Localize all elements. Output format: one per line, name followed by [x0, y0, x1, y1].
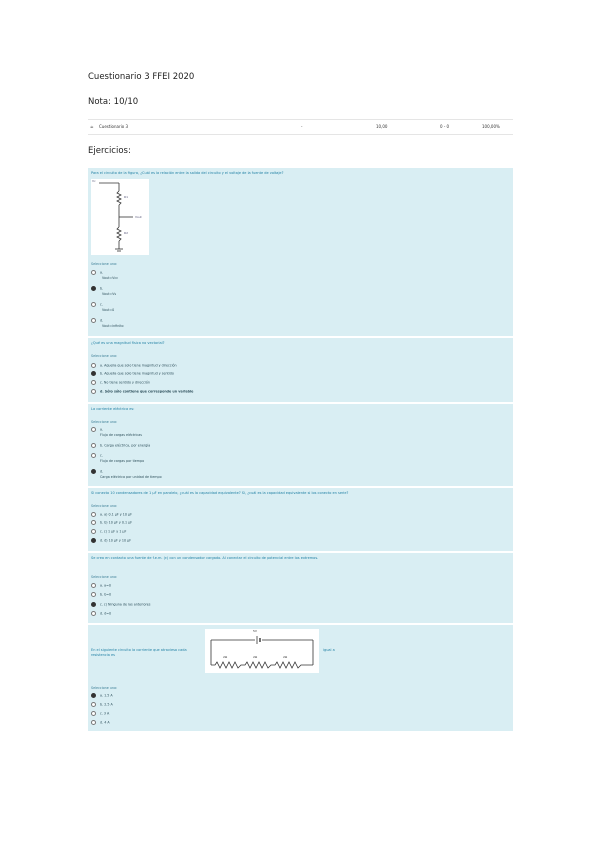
select-prompt: Seleccione una:: [91, 575, 118, 579]
circuit-diagram: [205, 629, 319, 673]
option-a[interactable]: a. Aquella que solo tiene magnitud y dirección: [91, 363, 177, 368]
circuit-figure: [91, 179, 149, 255]
question-text: Para el circuito de la figura, ¿Cuál es la relación entre la salida del circuito y el voltaje de la fuente de voltaje?: [91, 171, 284, 175]
option-b[interactable]: b. Carga eléctrica, por energía: [91, 443, 150, 448]
radio-icon[interactable]: [91, 443, 96, 448]
select-prompt: Seleccione una:: [91, 504, 118, 508]
summary-col3: 10,00: [376, 124, 388, 129]
question-4: [88, 488, 513, 551]
radio-icon[interactable]: [91, 702, 96, 707]
resistor-2-label: 2Ω: [253, 655, 258, 659]
resistor-3-label: 2Ω: [283, 655, 288, 659]
option-d[interactable]: d. 4 A: [91, 720, 110, 725]
select-prompt: Seleccione una:: [91, 686, 118, 690]
option-d[interactable]: d. d=0: [91, 611, 111, 616]
radio-selected-icon[interactable]: [91, 693, 96, 698]
question-text: En el siguiente circuito la corriente que atraviesa cada resistencia es: [91, 648, 187, 657]
radio-icon[interactable]: [91, 389, 96, 394]
summary-col2: -: [301, 124, 303, 129]
radio-selected-icon[interactable]: [91, 469, 96, 474]
option-d[interactable]: d. d) 10 µF y 10 µF: [91, 538, 131, 543]
summary-col5: 100,00%: [482, 124, 500, 129]
select-prompt: Seleccione una:: [91, 420, 118, 424]
radio-icon[interactable]: [91, 611, 96, 616]
radio-selected-icon[interactable]: [91, 286, 96, 291]
radio-selected-icon[interactable]: [91, 538, 96, 543]
option-a[interactable]: a. 1.5 A: [91, 693, 113, 698]
radio-icon[interactable]: [91, 592, 96, 597]
radio-icon[interactable]: [91, 512, 96, 517]
option-b-value: Vout=Vs: [102, 292, 117, 296]
battery-label: 5V: [253, 629, 257, 633]
summary-col4: 0 - 0: [440, 124, 450, 129]
radio-icon[interactable]: [91, 529, 96, 534]
option-a[interactable]: a.: [91, 270, 103, 275]
quiz-title: Cuestionario 3 FFEI 2020: [88, 72, 195, 82]
question-text: La corriente eléctrica es:: [91, 407, 135, 411]
option-c[interactable]: c. c) 1 µF y 1 µF: [91, 529, 126, 534]
quiz-icon: ☕: [90, 124, 94, 129]
option-a[interactable]: a. a) 0.1 µF y 10 µF: [91, 512, 132, 517]
vc-label: Vc: [92, 179, 96, 183]
resistor-1-label: 2Ω: [223, 655, 228, 659]
radio-icon[interactable]: [91, 720, 96, 725]
summary-name[interactable]: Cuestionario 3: [99, 124, 129, 129]
radio-icon[interactable]: [91, 270, 96, 275]
radio-icon[interactable]: [91, 380, 96, 385]
radio-icon[interactable]: [91, 363, 96, 368]
option-d[interactable]: d.: [91, 469, 103, 474]
question-text: ¿Qué es una magnitud física no vectorial?: [91, 341, 165, 345]
option-c[interactable]: c. c) Ninguna de las anteriores: [91, 602, 151, 607]
grade-label: Nota: 10/10: [88, 97, 139, 107]
option-d-value: Carga eléctrica por unidad de tiempo: [100, 475, 162, 479]
question-3: [88, 404, 513, 486]
option-d[interactable]: d. Sólo sólo contiene que corresponde un variable: [91, 389, 193, 394]
option-a[interactable]: a.: [91, 427, 103, 432]
question-suffix: igual a: [323, 648, 335, 652]
option-d-value: Vout=infinito: [102, 324, 124, 328]
option-b[interactable]: b. 2.5 A: [91, 702, 113, 707]
option-a-value: Vout=Vcc: [102, 276, 119, 280]
select-prompt: Seleccione una:: [91, 262, 118, 266]
section-title: Ejercicios:: [88, 146, 131, 156]
option-b[interactable]: b. Aquella que solo tiene magnitud y sentido: [91, 371, 174, 376]
summary-row: [88, 119, 513, 135]
option-b[interactable]: b. b) 10 µF y 0.1 µF: [91, 520, 132, 525]
radio-icon[interactable]: [91, 318, 96, 323]
question-2: [88, 338, 513, 402]
question-1: [88, 168, 513, 336]
radio-icon[interactable]: [91, 520, 96, 525]
option-a-value: Flujo de cargas eléctricas: [100, 433, 142, 437]
radio-icon[interactable]: [91, 427, 96, 432]
circuit-figure: [205, 629, 319, 673]
radio-icon[interactable]: [91, 453, 96, 458]
vout-label: Vout: [135, 215, 142, 219]
question-6: [88, 625, 513, 731]
option-c-value: Vout=0: [102, 308, 115, 312]
question-text: Se crea en contacto una fuente de f.e.m. (ε) con un condensador cargado. Al conectar el circuito de potencial entre los extremos.: [91, 556, 319, 560]
r1-label: R1: [124, 195, 128, 199]
option-d[interactable]: d.: [91, 318, 103, 323]
select-prompt: Seleccione una:: [91, 354, 118, 358]
radio-icon[interactable]: [91, 583, 96, 588]
option-b[interactable]: b. b=0: [91, 592, 111, 597]
question-text: Si conecto 10 condensadores de 1 µF en paralelo, ¿cuál es la capacidad equivalente? Si, ¿cuál es la capacidad equivalente si los conecto en serie?: [91, 491, 349, 495]
r2-label: R2: [124, 231, 128, 235]
option-a[interactable]: a. a=0: [91, 583, 111, 588]
radio-selected-icon[interactable]: [91, 371, 96, 376]
radio-icon[interactable]: [91, 302, 96, 307]
option-b[interactable]: b.: [91, 286, 103, 291]
option-c[interactable]: c. No tiene sentido y dirección: [91, 380, 150, 385]
radio-selected-icon[interactable]: [91, 602, 96, 607]
question-5: [88, 553, 513, 623]
radio-icon[interactable]: [91, 711, 96, 716]
option-c[interactable]: c.: [91, 453, 103, 458]
option-c[interactable]: c.: [91, 302, 103, 307]
option-c-value: Flujo de cargas por tiempo: [100, 459, 145, 463]
option-c[interactable]: c. 3 A: [91, 711, 109, 716]
